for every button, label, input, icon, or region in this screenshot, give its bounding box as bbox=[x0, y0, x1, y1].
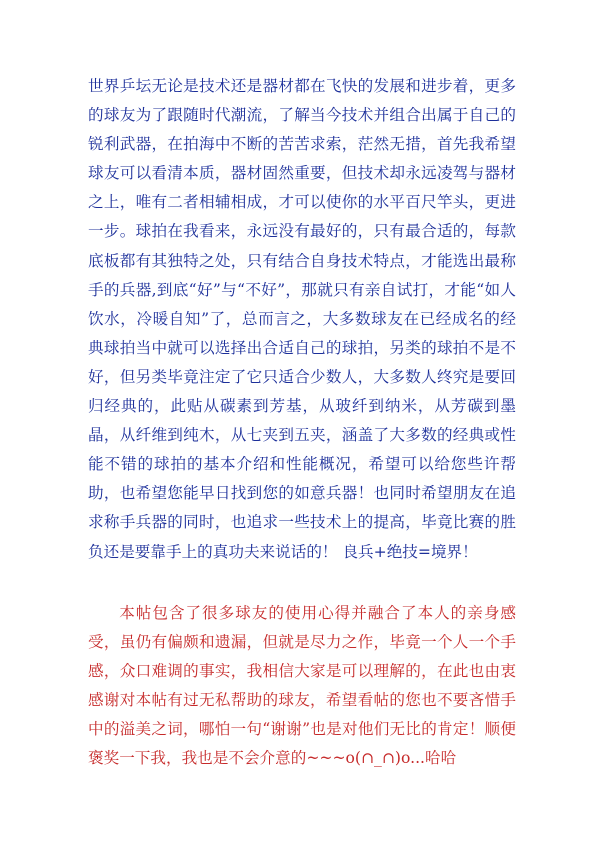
intro-paragraph: 世界乒坛无论是技术还是器材都在飞快的发展和进步着，更多的球友为了跟随时代潮流，了解当今技术并组合出属于自己的锐利武器，在拍海中不断的苦苦求索，茫然无措，首先我希望球友可以看清本质，器材固然重要，但技术却永远凌驾与器材之上，唯有二者相辅相成，才可以使你的水平百尺竿头，更进一步。球拍在我看来，永远没有最好的，只有最合适的，每款底板都有其独特之处，只有结合自身技术特点，才能选出最称手的兵器,到底“好”与“不好”，那就只有亲自试打，才能“如人饮水，冷暖自知”了，总而言之，大多数球友在已经成名的经典球拍当中就可以选择出合适自己的球拍，另类的球拍不是不好，但另类毕竟注定了它只适合少数人，大多数人终究是要回归经典的，此贴从碳素到芳基，从玻纤到纳米，从芳碳到墨晶，从纤维到纯木，从七夹到五夹，涵盖了大多数的经典或性能不错的球拍的基本介绍和性能概况，希望可以给您些许帮助，也希望您能早日找到您的如意兵器！也同时希望朋友在追求称手兵器的同时，也追求一些技术上的提高，毕竟比赛的胜负还是要靠手上的真功夫来说话的！ 良兵+绝技=境界！ bbox=[88, 77, 516, 561]
acknowledgement-paragraph: 本帖包含了很多球友的使用心得并融合了本人的亲身感受，虽仍有偏颇和遗漏，但就是尽力之作，毕竟一个人一个手感，众口难调的事实，我相信大家是可以理解的，在此也由衷感谢对本帖有过无私帮助的球友，希望看帖的您也不要吝惜手中的溢美之词，哪怕一句“谢谢”也是对他们无比的肯定！顺便褒奖一下我，我也是不会介意的~~~o(∩_∩)o...哈哈 bbox=[88, 603, 516, 768]
document-page bbox=[88, 72, 516, 773]
